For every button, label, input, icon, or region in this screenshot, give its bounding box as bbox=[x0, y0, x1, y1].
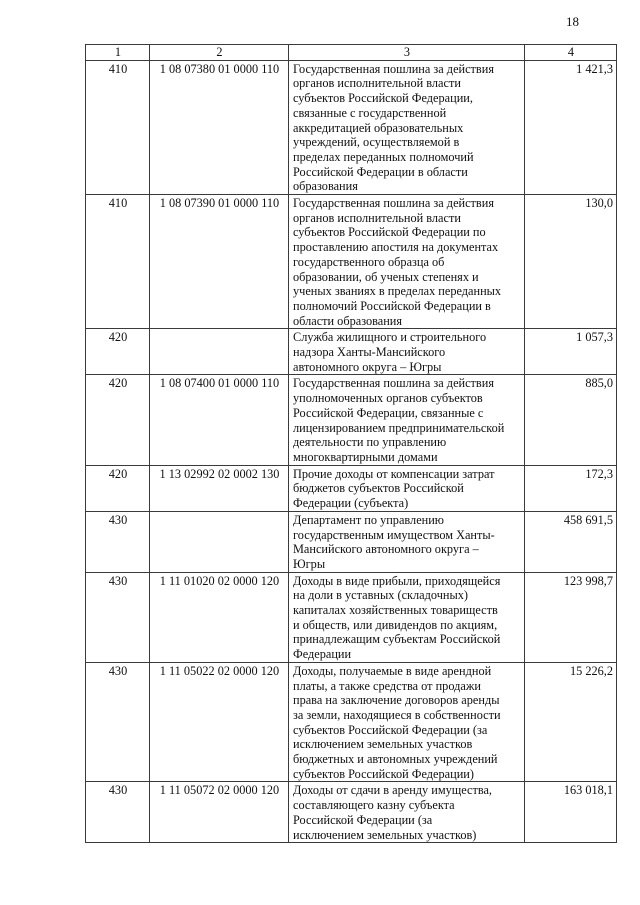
revenue-code-cell: 1 11 01020 02 0000 120 bbox=[150, 572, 289, 662]
column-header-4: 4 bbox=[525, 45, 617, 61]
description-line: капиталах хозяйственных товариществ bbox=[293, 603, 498, 618]
revenue-code-cell bbox=[150, 511, 289, 572]
table-row bbox=[86, 662, 617, 782]
description-line: субъектов Российской Федерации по bbox=[293, 225, 486, 240]
description-line: Российской Федерации, связанные с bbox=[293, 405, 484, 420]
description-cell bbox=[289, 662, 525, 782]
description-line: субъектов Российской Федерации, bbox=[293, 91, 473, 106]
revenue-code-cell: 1 08 07380 01 0000 110 bbox=[150, 60, 289, 194]
description-line: Служба жилищного и строительного bbox=[293, 330, 487, 345]
amount-cell: 15 226,2 bbox=[525, 662, 617, 782]
description-line: бюджетных и автономных учреждений bbox=[293, 752, 498, 767]
description-line: права на заключение договоров аренды bbox=[293, 693, 500, 708]
admin-code-cell: 420 bbox=[86, 465, 150, 511]
description-line: Доходы, получаемые в виде арендной bbox=[293, 663, 492, 678]
description-line: субъектов Российской Федерации) bbox=[293, 766, 474, 781]
table-row bbox=[86, 511, 617, 572]
revenue-code-cell: 1 08 07400 01 0000 110 bbox=[150, 375, 289, 465]
amount-cell: 458 691,5 bbox=[525, 511, 617, 572]
column-header-2: 2 bbox=[150, 45, 289, 61]
description-line: лицензированием предпринимательской bbox=[293, 420, 505, 435]
amount-cell: 172,3 bbox=[525, 465, 617, 511]
page-number: 18 bbox=[566, 14, 579, 29]
table-row bbox=[86, 329, 617, 375]
description-line: области образования bbox=[293, 313, 403, 328]
description-line: Федерации (субъекта) bbox=[293, 496, 409, 511]
description-line: Государственная пошлина за действия bbox=[293, 196, 494, 211]
description-line: составляющего казну субъекта bbox=[293, 798, 455, 813]
table-row bbox=[86, 60, 617, 194]
description-line: уполномоченных органов субъектов bbox=[293, 391, 483, 406]
description-cell bbox=[289, 60, 525, 194]
description-line: проставлению апостиля на документах bbox=[293, 240, 499, 255]
description-line: ученых званиях в пределах переданных bbox=[293, 284, 502, 299]
description-line: пределах переданных полномочий bbox=[293, 149, 474, 164]
description-line: Государственная пошлина за действия bbox=[293, 376, 494, 391]
admin-code-cell: 430 bbox=[86, 782, 150, 843]
description-cell bbox=[289, 511, 525, 572]
admin-code-cell: 410 bbox=[86, 195, 150, 329]
description-line: бюджетов субъектов Российской bbox=[293, 481, 464, 496]
description-line: государственным имуществом Ханты- bbox=[293, 527, 495, 542]
description-line: Югры bbox=[293, 556, 326, 571]
description-line: Федерации bbox=[293, 647, 352, 662]
amount-cell: 1 057,3 bbox=[525, 329, 617, 375]
description-line: исключением земельных участков) bbox=[293, 827, 477, 842]
description-line: Мансийского автономного округа – bbox=[293, 542, 479, 557]
description-line: образования bbox=[293, 179, 358, 194]
description-line: автономного округа – Югры bbox=[293, 359, 442, 374]
admin-code-cell: 420 bbox=[86, 329, 150, 375]
description-line: на доли в уставных (складочных) bbox=[293, 588, 468, 603]
description-line: органов исполнительной власти bbox=[293, 210, 461, 225]
revenue-code-cell: 1 11 05022 02 0000 120 bbox=[150, 662, 289, 782]
column-header-1: 1 bbox=[86, 45, 150, 61]
description-line: Российской Федерации (за bbox=[293, 812, 433, 827]
table-row bbox=[86, 465, 617, 511]
revenue-code-cell: 1 11 05072 02 0000 120 bbox=[150, 782, 289, 843]
description-line: надзора Ханты-Мансийского bbox=[293, 345, 446, 360]
amount-cell: 885,0 bbox=[525, 375, 617, 465]
amount-cell: 130,0 bbox=[525, 195, 617, 329]
revenue-table bbox=[85, 44, 617, 843]
revenue-code-cell: 1 13 02992 02 0002 130 bbox=[150, 465, 289, 511]
table-body bbox=[86, 60, 617, 843]
revenue-code-cell: 1 08 07390 01 0000 110 bbox=[150, 195, 289, 329]
table-row bbox=[86, 572, 617, 662]
description-line: учреждений, осуществляемой в bbox=[293, 135, 460, 150]
description-cell bbox=[289, 195, 525, 329]
table-row bbox=[86, 195, 617, 329]
amount-cell: 1 421,3 bbox=[525, 60, 617, 194]
revenue-code-cell bbox=[150, 329, 289, 375]
description-line: исключением земельных участков bbox=[293, 737, 473, 752]
description-cell bbox=[289, 465, 525, 511]
description-line: за земли, находящиеся в собственности bbox=[293, 707, 501, 722]
description-line: аккредитацией образовательных bbox=[293, 120, 464, 135]
description-line: платы, а также средства от продажи bbox=[293, 678, 481, 693]
admin-code-cell: 410 bbox=[86, 60, 150, 194]
description-cell bbox=[289, 329, 525, 375]
description-cell bbox=[289, 375, 525, 465]
description-line: Департамент по управлению bbox=[293, 512, 444, 527]
description-line: принадлежащим субъектам Российской bbox=[293, 632, 501, 647]
description-line: государственного образца об bbox=[293, 254, 445, 269]
description-line: и обществ, или дивидендов по акциям, bbox=[293, 617, 498, 632]
description-line: связанные с государственной bbox=[293, 105, 447, 120]
description-line: деятельности по управлению bbox=[293, 435, 447, 450]
admin-code-cell: 430 bbox=[86, 511, 150, 572]
description-line: органов исполнительной власти bbox=[293, 76, 461, 91]
table-row bbox=[86, 375, 617, 465]
description-line: Доходы в виде прибыли, приходящейся bbox=[293, 573, 501, 588]
amount-cell: 163 018,1 bbox=[525, 782, 617, 843]
description-cell bbox=[289, 572, 525, 662]
description-line: субъектов Российской Федерации (за bbox=[293, 722, 488, 737]
table-row bbox=[86, 782, 617, 843]
description-line: Доходы от сдачи в аренду имущества, bbox=[293, 783, 493, 798]
description-line: многоквартирными домами bbox=[293, 449, 438, 464]
table-header-row bbox=[86, 45, 617, 61]
description-line: Государственная пошлина за действия bbox=[293, 61, 494, 76]
admin-code-cell: 430 bbox=[86, 662, 150, 782]
description-line: Российской Федерации в области bbox=[293, 164, 468, 179]
description-line: Прочие доходы от компенсации затрат bbox=[293, 466, 495, 481]
amount-cell: 123 998,7 bbox=[525, 572, 617, 662]
description-line: полномочий Российской Федерации в bbox=[293, 298, 491, 313]
description-line: образовании, об ученых степенях и bbox=[293, 269, 479, 284]
description-cell bbox=[289, 782, 525, 843]
admin-code-cell: 430 bbox=[86, 572, 150, 662]
admin-code-cell: 420 bbox=[86, 375, 150, 465]
column-header-3: 3 bbox=[289, 45, 525, 61]
